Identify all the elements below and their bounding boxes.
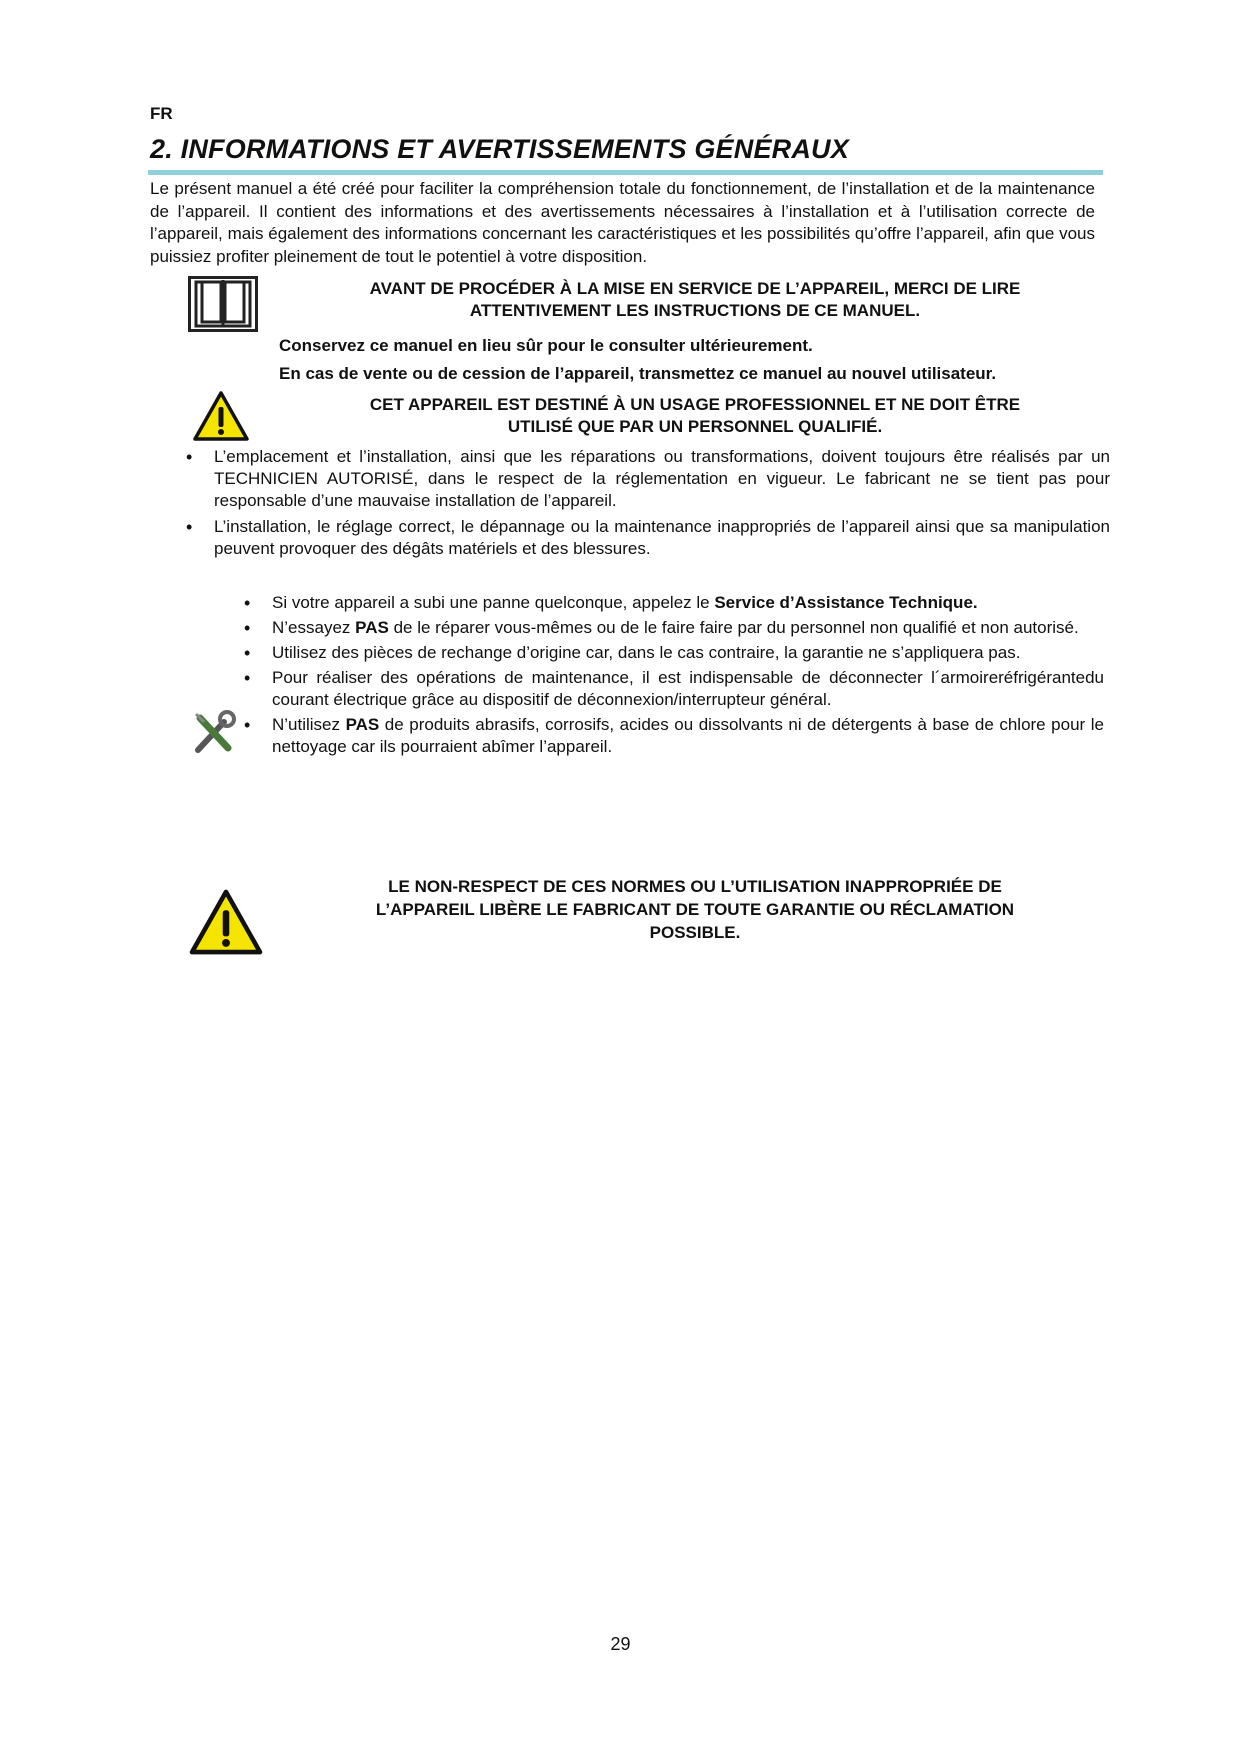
intro-paragraph: Le présent manuel a été créé pour faciliter la compréhension totale du fonctionnement, de l’installation et de la maintenance de l’appareil. Il contient des informations et des avertissements nécessaires à l’installation et à l’utilisation correcte de l’appareil, mais également des informations concernant les caractéristiques et les possibilités qu’offre l’appareil, afin que vous puissiez profiter pleinement de tout le potentiel à votre disposition. (150, 179, 1095, 266)
list-item: • L’installation, le réglage correct, le dépannage ou la maintenance inappropriés de l’appareil ainsi que sa manipulation peuvent provoquer des dégâts matériels et des blessures. (186, 516, 1110, 560)
professional-warning-line-2: UTILISÉ QUE PAR UN PERSONNEL QUALIFIÉ. (507, 417, 883, 436)
keep-manual-text: Conservez ce manuel en lieu sûr pour le consulter ultérieurement. (279, 336, 813, 355)
list-item: • N’essayez PAS de le réparer vous-mêmes ou de le faire faire par du personnel non qualifié et non autorisé. (244, 617, 1104, 639)
professional-use-warning (300, 394, 1090, 438)
language-code: FR (150, 104, 173, 123)
transfer-manual-text: En cas de vente ou de cession de l’appareil, transmettez ce manuel au nouvel utilisateur. (279, 364, 997, 383)
read-manual-line-1: AVANT DE PROCÉDER À LA MISE EN SERVICE DE L’APPAREIL, MERCI DE LIRE (369, 279, 1021, 298)
title-underline (148, 170, 1103, 175)
maintenance-list (244, 592, 1104, 761)
list-item: • N’utilisez PAS de produits abrasifs, corrosifs, acides ou dissolvants ni de détergents à base de chlore pour le nettoyage car ils pourraient abîmer l’appareil. (244, 714, 1104, 758)
warning-triangle-icon (188, 888, 264, 956)
final-warning (300, 875, 1090, 944)
manual-book-icon (188, 276, 258, 332)
tools-icon (190, 710, 236, 756)
final-warning-line-3: POSSIBLE. (649, 923, 741, 942)
general-warnings-list (186, 446, 1110, 564)
warning-triangle-icon (192, 390, 250, 442)
read-manual-line-2: ATTENTIVEMENT LES INSTRUCTIONS DE CE MANUEL. (469, 301, 921, 320)
read-manual-notice (300, 278, 1090, 322)
final-warning-line-1: LE NON-RESPECT DE CES NORMES OU L’UTILISATION INAPPROPRIÉE DE (388, 877, 1002, 896)
service-label: Service d’Assistance Technique. (714, 593, 978, 612)
final-warning-line-2: L’APPAREIL LIBÈRE LE FABRICANT DE TOUTE GARANTIE OU RÉCLAMATION (375, 900, 1015, 919)
professional-warning-line-1: CET APPAREIL EST DESTINÉ À UN USAGE PROFESSIONNEL ET NE DOIT ÊTRE (369, 395, 1021, 414)
list-item: • Pour réaliser des opérations de maintenance, il est indispensable de déconnecter l´armoireréfrigérantedu courant électrique grâce au dispositif de déconnexion/interrupteur général. (244, 667, 1104, 711)
list-item: • Si votre appareil a subi une panne quelconque, appelez le Service d’Assistance Technique. (244, 592, 1104, 614)
section-title: 2. INFORMATIONS ET AVERTISSEMENTS GÉNÉRAUX (150, 134, 849, 164)
page-number: 29 (610, 1634, 631, 1654)
list-item: • Utilisez des pièces de rechange d’origine car, dans le cas contraire, la garantie ne s’appliquera pas. (244, 642, 1104, 664)
list-item: • L’emplacement et l’installation, ainsi que les réparations ou transformations, doivent toujours être réalisés par un TECHNICIEN AUTORISÉ, dans le respect de la réglementation en vigueur. Le fabricant ne se tient pas pour responsable d’une mauvaise installation de l’appareil. (186, 446, 1110, 512)
